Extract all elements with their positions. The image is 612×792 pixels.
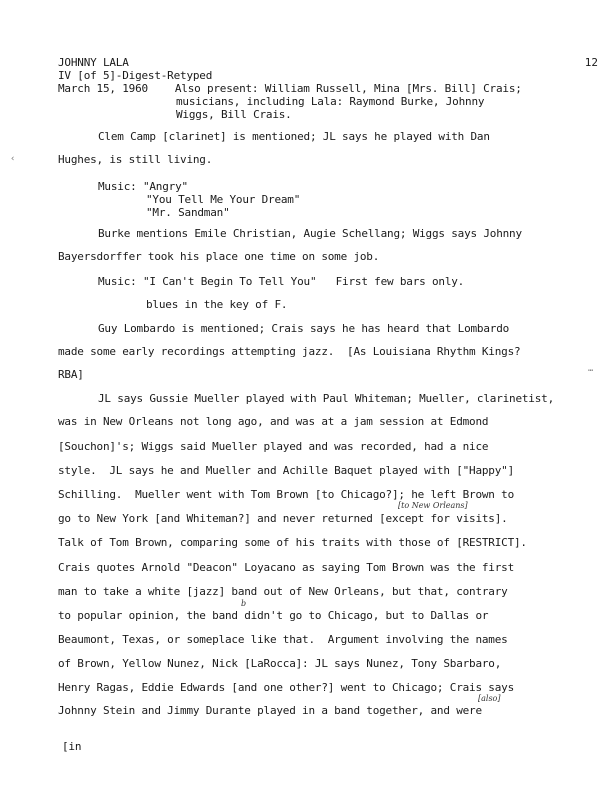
text-line: Beaumont, Texas, or someplace like that. Argument involving the names	[58, 633, 508, 646]
interview-date: March 15, 1960	[58, 82, 148, 95]
text-line: Talk of Tom Brown, comparing some of his traits with those of [RESTRICT].	[58, 536, 527, 549]
text-line: of Brown, Yellow Nunez, Nick [LaRocca]: JL says Nunez, Tony Sbarbaro,	[58, 657, 502, 670]
text-line: Schilling. Mueller went with Tom Brown [to Chicago?]; he left Brown to	[58, 488, 515, 501]
text-line: Clem Camp [clarinet] is mentioned; JL says he played with Dan	[98, 130, 490, 143]
handwritten-annotation: b	[241, 599, 247, 608]
text-line: style. JL says he and Mueller and Achille Baquet played with ["Happy"]	[58, 464, 515, 477]
text-line: Bayersdorffer took his place one time on some job.	[58, 250, 380, 263]
text-line: man to take a white [jazz] band out of New Orleans, but that, contrary	[58, 585, 508, 598]
text-line: Johnny Stein and Jimmy Durante played in a band together, and were	[58, 704, 482, 717]
document-subtitle: IV [of 5]-Digest-Retyped	[58, 69, 213, 82]
text-line: Burke mentions Emile Christian, Augie Schellang; Wiggs says Johnny	[98, 227, 522, 240]
text-line: Guy Lombardo is mentioned; Crais says he has heard that Lombardo	[98, 322, 510, 335]
text-line: Wiggs, Bill Crais.	[176, 108, 292, 121]
music-line: "Mr. Sandman"	[146, 206, 230, 219]
text-line: go to New York [and Whiteman?] and never returned [except for visits].	[58, 512, 508, 525]
text-line: was in New Orleans not long ago, and was at a jam session at Edmond	[58, 415, 489, 428]
music-line: Music: "Angry"	[98, 180, 188, 193]
handwritten-annotation: [to New Orleans]	[398, 501, 468, 510]
text-line: JL says Gussie Mueller played with Paul Whiteman; Mueller, clarinetist,	[98, 392, 555, 405]
margin-mark: ‹	[10, 154, 16, 164]
handwritten-annotation: [also]	[478, 694, 501, 703]
text-line: made some early recordings attempting jazz. [As Louisiana Rhythm Kings?	[58, 345, 521, 358]
text-line: Hughes, is still living.	[58, 153, 213, 166]
text-line: RBA]	[58, 368, 84, 381]
document-title: JOHNNY LALA	[58, 56, 129, 69]
margin-mark: ⋯	[588, 366, 594, 376]
text-line: Henry Ragas, Eddie Edwards [and one other?] went to Chicago; Crais says	[58, 681, 515, 694]
text-line: [Souchon]'s; Wiggs said Mueller played and was recorded, had a nice	[58, 440, 489, 453]
page-number: 12	[584, 56, 598, 69]
text-line: blues in the key of F.	[146, 298, 288, 311]
text-line: to popular opinion, the band didn't go to Chicago, but to Dallas or	[58, 609, 489, 622]
music-line: Music: "I Can't Begin To Tell You" First few bars only.	[98, 275, 465, 288]
music-line: "You Tell Me Your Dream"	[146, 193, 301, 206]
text-line: Also present: William Russell, Mina [Mrs. Bill] Crais;	[162, 82, 522, 95]
text-line: [in	[62, 740, 82, 753]
text-line: Crais quotes Arnold "Deacon" Loyacano as saying Tom Brown was the first	[58, 561, 515, 574]
text-line: musicians, including Lala: Raymond Burke, Johnny	[176, 95, 485, 108]
